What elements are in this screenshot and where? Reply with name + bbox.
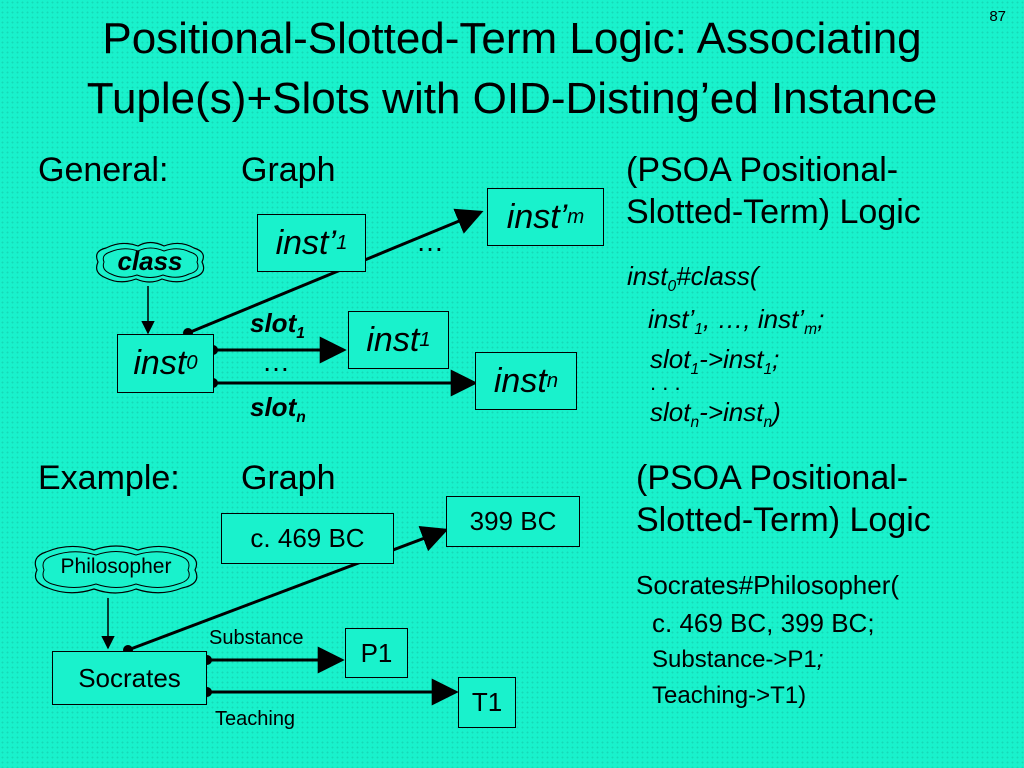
t1-node: T1 <box>458 677 516 728</box>
general-code-line-4: . . . <box>650 370 681 395</box>
code-l2-sub2: m <box>804 321 818 339</box>
slot1-text: slot <box>250 308 297 338</box>
death-year-node: 399 BC <box>446 496 580 547</box>
inst1-label: inst <box>366 320 420 359</box>
general-logic-line-2: Slotted-Term) Logic <box>626 193 921 231</box>
code-l3-sub2: 1 <box>763 361 773 379</box>
socrates-node: Socrates <box>52 651 207 705</box>
teaching-label: Teaching <box>215 708 296 730</box>
instn-node <box>475 352 577 410</box>
inst-prime-1-subscript: 1 <box>336 231 348 254</box>
inst0-node <box>117 334 214 393</box>
code-l1-b: #class( <box>676 261 759 291</box>
code-l2-c: ; <box>817 304 825 334</box>
example-code-line-4: Teaching->T1) <box>652 682 807 709</box>
inst-prime-m-label: inst’ <box>506 197 568 236</box>
example-code-line-2: c. 469 BC, 399 BC; <box>652 608 875 638</box>
code-l2-b: , …, inst’ <box>702 304 805 334</box>
inst-prime-1-node <box>257 214 366 272</box>
philosopher-label: Philosopher <box>60 555 172 578</box>
slot1-subscript: 1 <box>296 325 305 343</box>
instn-subscript: n <box>546 369 559 392</box>
inst1-node <box>348 311 449 369</box>
birth-year-node: c. 469 BC <box>221 513 394 564</box>
class-node <box>92 238 208 286</box>
slotn-label <box>250 392 306 427</box>
code-l5-sub2: n <box>763 414 773 432</box>
class-node-label: class <box>117 246 183 276</box>
slide-number: 87 <box>989 8 1006 25</box>
slotn-text: slot <box>250 392 297 422</box>
general-code-line-5 <box>650 396 781 439</box>
code-l5-a: slot <box>650 397 691 427</box>
example-graph-label: Graph <box>241 459 336 497</box>
inst-prime-m-subscript: m <box>567 205 585 228</box>
example-code-line-1: Socrates#Philosopher( <box>636 570 900 600</box>
inst0-label: inst <box>133 344 187 382</box>
code-l3-b: ->inst <box>699 344 764 374</box>
general-code-line-1 <box>627 260 759 303</box>
ellipsis-tuple: … <box>416 226 444 257</box>
code-l1-sub: 0 <box>667 278 677 296</box>
inst0-subscript: 0 <box>186 352 198 374</box>
general-logic-line-1: (PSOA Positional- <box>626 151 899 189</box>
p1-node: P1 <box>345 628 408 678</box>
code-l3-a: slot <box>650 344 691 374</box>
code-l5-b: ->inst <box>699 397 764 427</box>
ellipsis-slots: … <box>262 346 290 377</box>
code-l3-sub1: 1 <box>690 361 700 379</box>
code-l5-c: ) <box>772 397 781 427</box>
code-l5-sub1: n <box>690 414 700 432</box>
general-label: General: <box>38 151 169 189</box>
example-code-line-3 <box>652 644 823 676</box>
title-line-2: Tuple(s)+Slots with OID-Disting’ed Instance <box>86 74 938 123</box>
general-graph-label: Graph <box>241 151 336 189</box>
inst-prime-m-node <box>487 188 604 246</box>
philosopher-node <box>30 540 202 598</box>
general-code-line-2 <box>648 303 824 346</box>
example-logic-line-1: (PSOA Positional- <box>636 459 909 497</box>
slot1-label <box>250 308 305 343</box>
code-l2-a: inst’ <box>648 304 695 334</box>
code-l2-sub1: 1 <box>694 321 703 339</box>
inst1-subscript: 1 <box>419 328 431 351</box>
example-logic-line-2: Slotted-Term) Logic <box>636 501 931 539</box>
inst-prime-1-label: inst’ <box>275 223 337 262</box>
example-code-l3-b: ; <box>816 646 824 673</box>
example-label: Example: <box>38 459 180 497</box>
slotn-subscript: n <box>296 409 306 427</box>
code-l1-a: inst <box>627 261 668 291</box>
substance-label: Substance <box>209 627 304 649</box>
code-l3-c: ; <box>772 344 780 374</box>
instn-label: inst <box>493 361 547 400</box>
example-code-l3-a: Substance->P1 <box>652 646 817 673</box>
title-line-1: Positional-Slotted-Term Logic: Associating <box>102 14 922 63</box>
